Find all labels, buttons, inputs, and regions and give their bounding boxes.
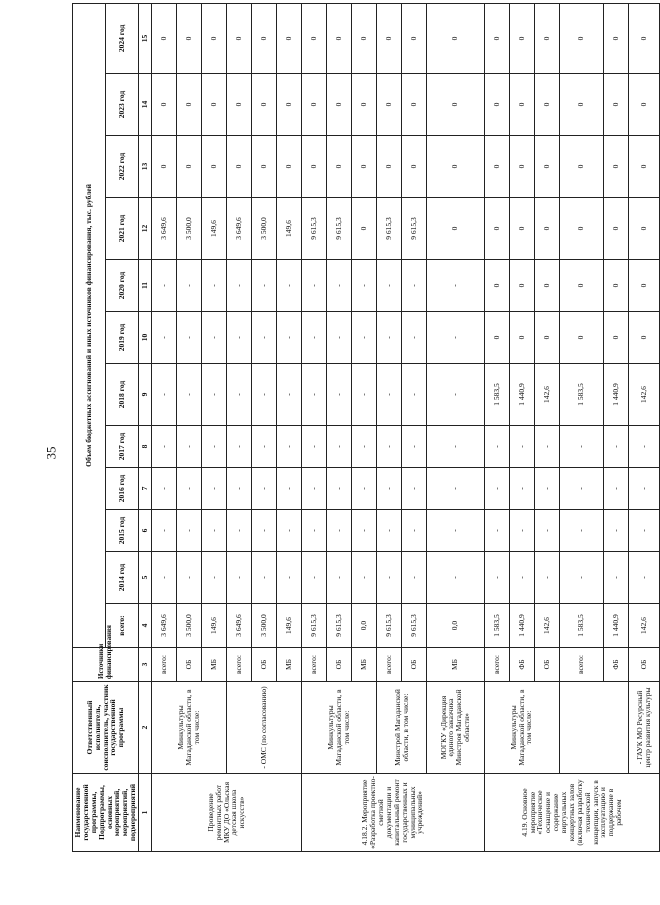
total-cell: 9 615,3 [402,604,427,648]
year-value-cell: - [177,426,202,468]
year-value-cell: - [484,468,509,510]
column-number: 3 [139,648,152,682]
total-cell: 142,6 [534,604,559,648]
year-value-cell: 9 615,3 [377,198,402,260]
year-value-cell: - [327,426,352,468]
year-value-cell: - [177,510,202,552]
year-value-cell: - [302,552,327,604]
year-value-cell: - [277,552,302,604]
year-value-cell: 0 [352,198,377,260]
year-value-cell: 0 [277,3,302,73]
column-number: 10 [139,312,152,364]
table-row [628,3,659,851]
column-number: 2 [139,682,152,774]
year-value-cell: 0 [427,198,485,260]
column-number: 4 [139,604,152,648]
year-value-cell: 0 [484,3,509,73]
column-number: 9 [139,364,152,426]
source-cell: всего: [377,648,402,682]
responsible-cell: Минкультуры Магаданской области, в том числе: [484,682,559,774]
header-year: 2023 год [106,74,139,136]
year-value-cell: - [302,426,327,468]
year-value-cell: - [202,468,227,510]
total-cell: 3 649,6 [227,604,252,648]
header-year: 2020 год [106,260,139,312]
table-row [427,3,485,851]
source-cell: МБ [277,648,302,682]
year-value-cell: - [252,468,277,510]
year-value-cell: 0 [509,312,534,364]
year-value-cell: 0 [152,74,177,136]
year-value-cell: 0 [484,312,509,364]
year-value-cell: - [227,364,252,426]
year-value-cell: - [534,552,559,604]
year-value-cell: 0 [509,198,534,260]
year-value-cell: - [152,426,177,468]
year-value-cell: 1 440,9 [509,364,534,426]
header-year: 2018 год [106,364,139,426]
year-value-cell: - [377,468,402,510]
year-value-cell: - [327,364,352,426]
year-value-cell: 0 [377,3,402,73]
program-name-cell: Проведение ремонтных работ МКУ ДО «Ольская детская школа искусств» [152,774,302,852]
year-value-cell: - [252,364,277,426]
year-value-cell: - [227,468,252,510]
total-cell: 0,0 [352,604,377,648]
year-value-cell: - [227,260,252,312]
year-value-cell: 1 583,5 [484,364,509,426]
year-value-cell: - [559,426,603,468]
year-value-cell: - [377,510,402,552]
year-value-cell: - [202,260,227,312]
column-number: 1 [139,774,152,852]
total-cell: 9 615,3 [377,604,402,648]
year-value-cell: - [152,510,177,552]
year-value-cell: - [202,552,227,604]
year-value-cell: - [327,260,352,312]
year-value-cell: 0 [559,3,603,73]
responsible-cell: МОГКУ «Дирекция единого заказчика Минстроя Магаданской области» [427,682,485,774]
year-value-cell: - [302,364,327,426]
year-value-cell: - [202,364,227,426]
year-value-cell: - [402,426,427,468]
year-value-cell: - [628,468,659,510]
year-value-cell: - [152,260,177,312]
year-value-cell: 0 [509,260,534,312]
year-value-cell: - [252,312,277,364]
year-value-cell: - [534,510,559,552]
year-value-cell: 0 [377,74,402,136]
table-body [152,3,660,851]
year-value-cell: 0 [628,260,659,312]
table-row [559,3,603,851]
year-value-cell: 0 [327,74,352,136]
year-value-cell: 0 [603,312,628,364]
table-row [377,3,402,851]
year-value-cell: - [484,426,509,468]
year-value-cell: 0 [509,3,534,73]
year-value-cell: - [352,312,377,364]
year-value-cell: - [277,364,302,426]
year-value-cell: - [628,426,659,468]
year-value-cell: - [402,510,427,552]
year-value-cell: 0 [559,136,603,198]
year-value-cell: 0 [252,3,277,73]
year-value-cell: - [427,510,485,552]
total-cell: 3 500,0 [252,604,277,648]
year-value-cell: 0 [559,198,603,260]
year-value-cell: - [559,552,603,604]
year-value-cell: 0 [327,136,352,198]
year-value-cell: 0 [534,260,559,312]
page-number: 35 [43,446,59,460]
year-value-cell: 149,6 [277,198,302,260]
source-cell: ОБ [402,648,427,682]
year-value-cell: 0 [352,74,377,136]
year-value-cell: 0 [277,74,302,136]
year-value-cell: - [252,510,277,552]
header-volume: Объем бюджетных ассигнований и иных источников финансирования, тыс. рублей [73,3,106,647]
table-row [152,3,177,851]
header-year: 2016 год [106,468,139,510]
year-value-cell: - [252,426,277,468]
source-cell: ОБ [534,648,559,682]
year-value-cell: 0 [484,260,509,312]
year-value-cell: - [277,260,302,312]
column-number: 11 [139,260,152,312]
year-value-cell: 0 [202,74,227,136]
year-value-cell: - [559,468,603,510]
header-year: 2024 год [106,3,139,73]
column-number: 6 [139,510,152,552]
year-value-cell: 0 [227,3,252,73]
column-number: 7 [139,468,152,510]
year-value-cell: - [352,260,377,312]
year-value-cell: 0 [484,136,509,198]
year-value-cell: - [352,426,377,468]
year-value-cell: - [327,510,352,552]
year-value-cell: - [603,426,628,468]
year-value-cell: 0 [603,136,628,198]
program-name-cell: 4.18.2. Мероприятие «Разработка проектно-сметной документации и капитальный ремонт государственных и муниципальных учреждений» [302,774,485,852]
year-value-cell: 0 [302,74,327,136]
year-value-cell: 0 [559,74,603,136]
year-value-cell: - [509,468,534,510]
year-value-cell: - [377,260,402,312]
year-value-cell: - [152,364,177,426]
source-cell: всего: [227,648,252,682]
source-cell: ОБ [177,648,202,682]
year-value-cell: 0 [277,136,302,198]
year-value-cell: - [603,468,628,510]
column-number: 8 [139,426,152,468]
year-value-cell: - [402,552,427,604]
year-value-cell: - [427,552,485,604]
source-cell: ОБ [327,648,352,682]
year-value-cell: 0 [427,74,485,136]
financing-table [72,3,660,852]
year-value-cell: - [377,552,402,604]
year-value-cell: 0 [628,198,659,260]
source-cell: ФБ [603,648,628,682]
year-value-cell: 0 [202,136,227,198]
source-cell: всего: [484,648,509,682]
year-value-cell: - [603,510,628,552]
year-value-cell: 0 [227,136,252,198]
year-value-cell: 0 [402,3,427,73]
source-cell: ОБ [252,648,277,682]
year-value-cell: - [152,312,177,364]
year-value-cell: - [177,468,202,510]
total-cell: 1 583,5 [559,604,603,648]
year-value-cell: - [377,312,402,364]
year-value-cell: 0 [603,260,628,312]
total-cell: 3 500,0 [177,604,202,648]
year-value-cell: - [302,468,327,510]
year-value-cell: 0 [177,3,202,73]
year-value-cell: 0 [427,3,485,73]
year-value-cell: - [509,552,534,604]
year-value-cell: - [327,468,352,510]
source-cell: ОБ [628,648,659,682]
column-number: 15 [139,3,152,73]
year-value-cell: - [302,260,327,312]
year-value-cell: 0 [302,136,327,198]
year-value-cell: - [509,426,534,468]
year-value-cell: 0 [628,3,659,73]
source-cell: МБ [202,648,227,682]
year-value-cell: - [277,468,302,510]
year-value-cell: - [352,468,377,510]
header-year: 2021 год [106,198,139,260]
total-cell: 1 440,9 [603,604,628,648]
year-value-cell: 3 649,6 [227,198,252,260]
header-year: 2017 год [106,426,139,468]
year-value-cell: 0 [628,312,659,364]
year-value-cell: - [302,312,327,364]
responsible-cell [559,682,628,774]
year-value-cell: - [628,552,659,604]
responsible-cell: - ГАУК МО Ресурсный центр развития культуры [628,682,659,774]
year-value-cell: 0 [152,3,177,73]
source-cell: ФБ [509,648,534,682]
year-value-cell: - [277,312,302,364]
year-value-cell: 0 [509,136,534,198]
responsible-cell: Минкультуры Магаданской области, в том числе: [302,682,377,774]
year-value-cell: 1 583,5 [559,364,603,426]
year-value-cell: 0 [402,74,427,136]
year-value-cell: - [484,510,509,552]
year-value-cell: - [534,468,559,510]
total-cell: 0,0 [427,604,485,648]
year-value-cell: 0 [427,136,485,198]
year-value-cell: - [628,510,659,552]
year-value-cell: 0 [177,136,202,198]
year-value-cell: - [509,510,534,552]
year-value-cell: 9 615,3 [327,198,352,260]
year-value-cell: 0 [402,136,427,198]
year-value-cell: - [427,312,485,364]
year-value-cell: - [427,260,485,312]
year-value-cell: - [177,552,202,604]
year-value-cell: 0 [509,74,534,136]
year-value-cell: 0 [152,136,177,198]
year-value-cell: 0 [628,74,659,136]
year-value-cell: 0 [327,3,352,73]
year-value-cell: - [177,364,202,426]
year-value-cell: - [402,260,427,312]
year-value-cell: 0 [534,74,559,136]
total-cell: 149,6 [202,604,227,648]
year-value-cell: - [427,426,485,468]
year-value-cell: - [559,510,603,552]
responsible-cell: Минстрой Магаданской области, в том числе: [377,682,427,774]
header-year: 2014 год [106,552,139,604]
year-value-cell: - [427,468,485,510]
year-value-cell: 0 [559,260,603,312]
year-value-cell: - [402,468,427,510]
year-value-cell: 0 [484,198,509,260]
year-value-cell: - [277,510,302,552]
year-value-cell: - [252,552,277,604]
total-cell: 9 615,3 [302,604,327,648]
year-value-cell: 3 500,0 [177,198,202,260]
program-name-cell: 4.19. Основное мероприятие «Техническое оснащение и содержание виртуальных концертных залов (включая разработку технической концепции, запуск в эксплуатацию и поддержание в рабочем [484,774,660,852]
year-value-cell: - [277,426,302,468]
table-row [484,3,509,851]
total-cell: 3 649,6 [152,604,177,648]
year-value-cell: - [352,510,377,552]
year-value-cell: 9 615,3 [402,198,427,260]
total-cell: 142,6 [628,604,659,648]
header-year: 2015 год [106,510,139,552]
year-value-cell: - [227,312,252,364]
year-value-cell: - [377,426,402,468]
header-year: 2019 год [106,312,139,364]
source-cell: МБ [352,648,377,682]
responsible-cell: - ОМС (по согласованию) [227,682,302,774]
year-value-cell: - [427,364,485,426]
year-value-cell: 0 [484,74,509,136]
year-value-cell: 0 [534,312,559,364]
year-value-cell: - [377,364,402,426]
year-value-cell: - [534,426,559,468]
year-value-cell: - [152,468,177,510]
year-value-cell: 0 [352,136,377,198]
year-value-cell: 0 [227,74,252,136]
year-value-cell: 1 440,9 [603,364,628,426]
year-value-cell: - [402,312,427,364]
table-row [302,3,327,851]
responsible-cell: Минкультуры Магаданской области, в том числе: [152,682,227,774]
year-value-cell: - [227,552,252,604]
rotated-table-container [72,4,653,852]
year-value-cell: - [484,552,509,604]
year-value-cell: - [327,312,352,364]
year-value-cell: - [603,552,628,604]
year-value-cell: - [352,552,377,604]
year-value-cell: 0 [534,198,559,260]
year-value-cell: 0 [302,3,327,73]
column-number-row [139,3,152,851]
year-value-cell: - [252,260,277,312]
header-name: Наименование государственной программы, Подпрограммы, основных мероприятий, мероприятий, подмероприятий [73,774,139,852]
year-value-cell: - [177,260,202,312]
year-value-cell: - [202,510,227,552]
year-value-cell: 0 [603,198,628,260]
header-year: 2022 год [106,136,139,198]
column-number: 12 [139,198,152,260]
total-cell: 1 583,5 [484,604,509,648]
source-cell: всего: [302,648,327,682]
source-cell: всего: [152,648,177,682]
year-value-cell: - [152,552,177,604]
year-value-cell: - [202,426,227,468]
year-value-cell: - [302,510,327,552]
source-cell: всего: [559,648,603,682]
header-responsible: Ответственный исполнитель, соисполнитель, участник государственной программы [73,682,139,774]
year-value-cell: - [227,510,252,552]
year-value-cell: 142,6 [628,364,659,426]
year-value-cell: - [402,364,427,426]
total-cell: 9 615,3 [327,604,352,648]
year-value-cell: 0 [628,136,659,198]
total-cell: 1 440,9 [509,604,534,648]
year-value-cell: 0 [603,3,628,73]
year-value-cell: 0 [352,3,377,73]
column-number: 14 [139,74,152,136]
year-value-cell: 9 615,3 [302,198,327,260]
year-value-cell: 142,6 [534,364,559,426]
table-row [227,3,252,851]
year-value-cell: - [202,312,227,364]
column-number: 13 [139,136,152,198]
year-value-cell: 0 [252,136,277,198]
year-value-cell: 0 [603,74,628,136]
year-value-cell: 3 649,6 [152,198,177,260]
year-value-cell: - [352,364,377,426]
total-cell: 149,6 [277,604,302,648]
header-source: Источники финансирования [73,648,139,682]
column-number: 5 [139,552,152,604]
year-value-cell: - [227,426,252,468]
year-value-cell: 0 [534,136,559,198]
year-value-cell: 0 [559,312,603,364]
year-value-cell: 3 500,0 [252,198,277,260]
year-value-cell: - [327,552,352,604]
year-value-cell: 0 [377,136,402,198]
year-value-cell: 0 [534,3,559,73]
source-cell: МБ [427,648,485,682]
year-value-cell: - [177,312,202,364]
year-value-cell: 149,6 [202,198,227,260]
year-value-cell: 0 [202,3,227,73]
year-value-cell: 0 [177,74,202,136]
year-value-cell: 0 [252,74,277,136]
header-total: всего: [106,604,139,648]
